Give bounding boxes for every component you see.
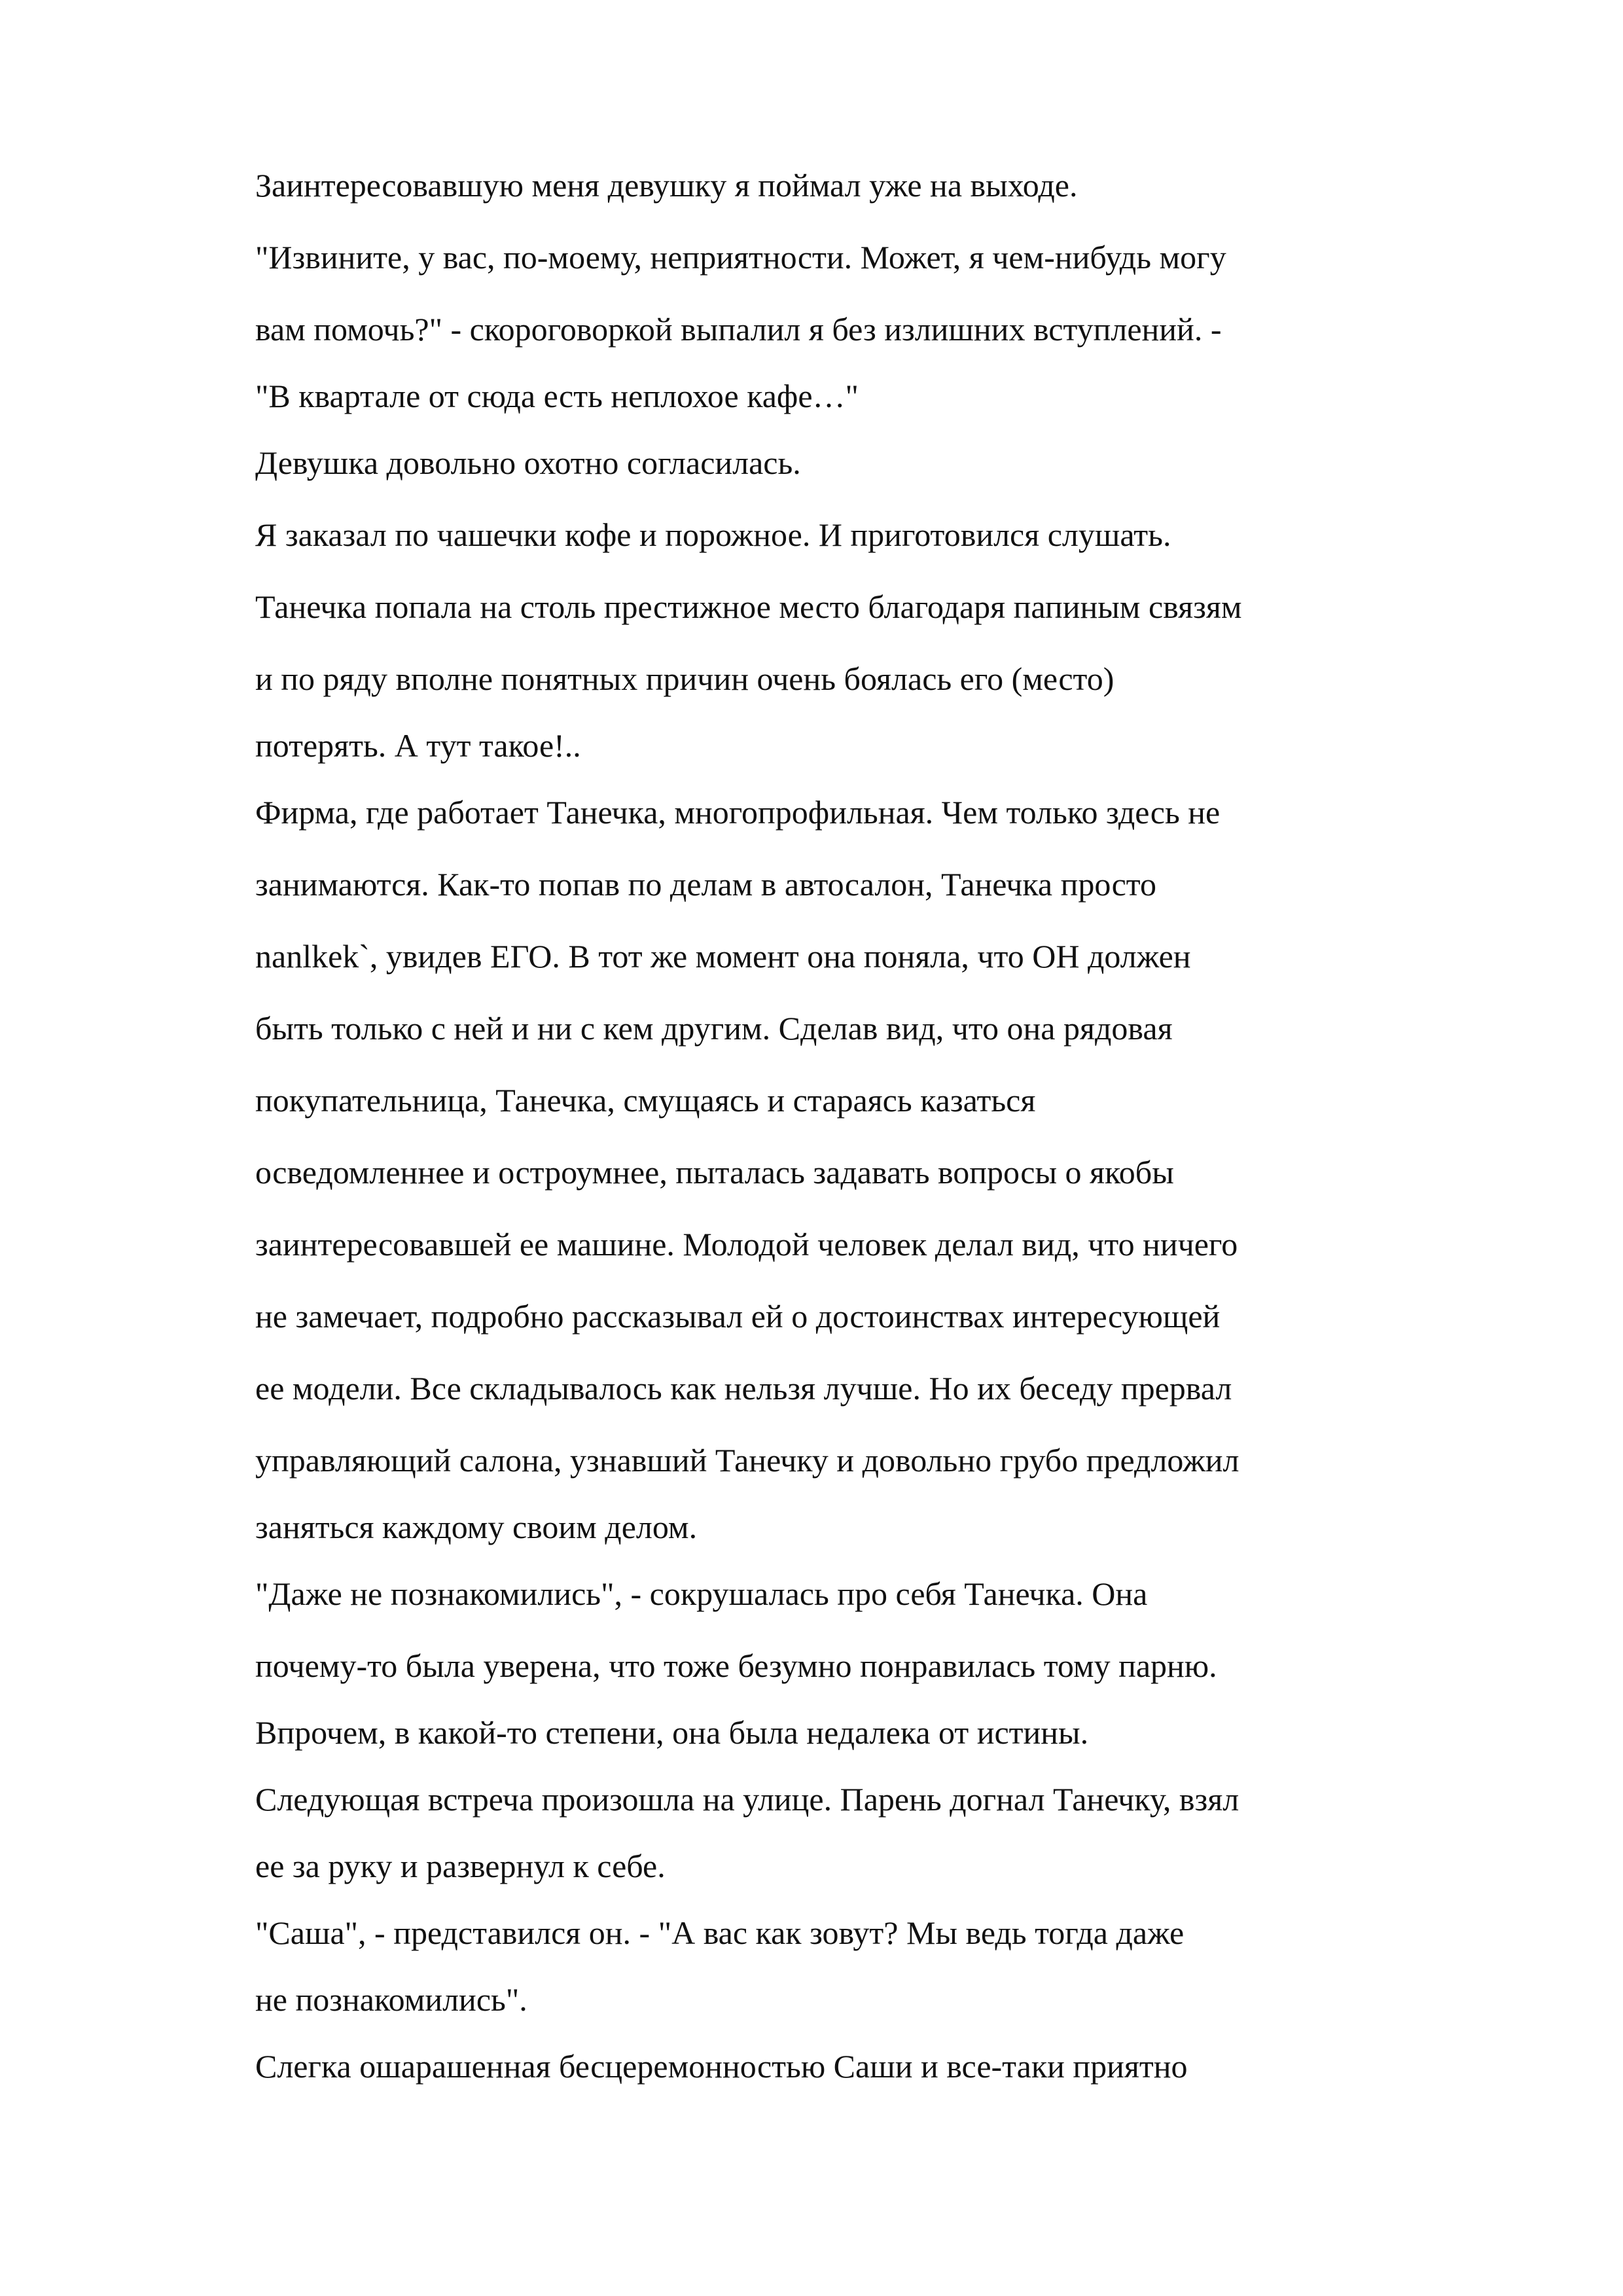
text-line: вам помочь?" - скороговоркой выпалил я без излишних вступлений. -	[255, 311, 1222, 348]
text-line: Девушка довольно охотно согласилась.	[255, 444, 801, 481]
text-line: Танечка попала на столь престижное место благодаря папиным связям	[255, 588, 1242, 625]
text-line: "Извините, у вас, по-моему, неприятности. Может, я чем-нибудь могу	[255, 239, 1226, 276]
text-line: заняться каждому своим делом.	[255, 1509, 698, 1545]
text-line: заинтересовавшей ее машине. Молодой человек делал вид, что ничего	[255, 1226, 1238, 1263]
body-text	[255, 149, 1381, 2102]
text-line: "Даже не познакомились", - сокрушалась про себя Танечка. Она	[255, 1575, 1148, 1612]
text-line: Впрочем, в какой-то степени, она была недалека от истины.	[255, 1714, 1089, 1751]
text-line: не познакомились".	[255, 1981, 527, 2018]
text-line: ее за руку и развернул к себе.	[255, 1848, 666, 1884]
text-line: Фирма, где работает Танечка, многопрофильная. Чем только здесь не	[255, 794, 1221, 831]
text-line: и по ряду вполне понятных причин очень боялась его (место)	[255, 660, 1115, 697]
text-line: Следующая встреча произошла на улице. Парень догнал Танечку, взял	[255, 1781, 1240, 1818]
text-line: nanlkek`, увидев ЕГО. В тот же момент она поняла, что ОН должен	[255, 938, 1191, 975]
text-line: не замечает, подробно рассказывал ей о достоинствах интересующей	[255, 1298, 1221, 1335]
text-line: управляющий салона, узнавший Танечку и довольно грубо предложил	[255, 1442, 1240, 1479]
text-line: осведомленнее и остроумнее, пыталась задавать вопросы о якобы	[255, 1154, 1174, 1191]
text-line: Слегка ошарашенная бесцеремонностью Саши и все-таки приятно	[255, 2048, 1188, 2085]
text-line: ее модели. Все складывалось как нельзя лучше. Но их беседу прервал	[255, 1370, 1232, 1407]
text-line: Заинтересовавшую меня девушку я поймал уже на выходе.	[255, 167, 1078, 204]
text-line: покупательница, Танечка, смущаясь и стараясь казаться	[255, 1082, 1036, 1119]
text-line: быть только с ней и ни с кем другим. Сделав вид, что она рядовая	[255, 1010, 1173, 1047]
text-line: "В квартале от сюда есть неплохое кафе…"	[255, 378, 859, 414]
text-line: почему-то была уверена, что тоже безумно понравилась тому парню.	[255, 1647, 1217, 1684]
text-line: Я заказал по чашечки кофе и порожное. И приготовился слушать.	[255, 516, 1171, 553]
text-line: потерять. А тут такое!..	[255, 727, 581, 764]
text-line: "Саша", - представился он. - "А вас как зовут? Мы ведь тогда даже	[255, 1914, 1185, 1951]
text-line: занимаются. Как-то попав по делам в автосалон, Танечка просто	[255, 866, 1157, 903]
